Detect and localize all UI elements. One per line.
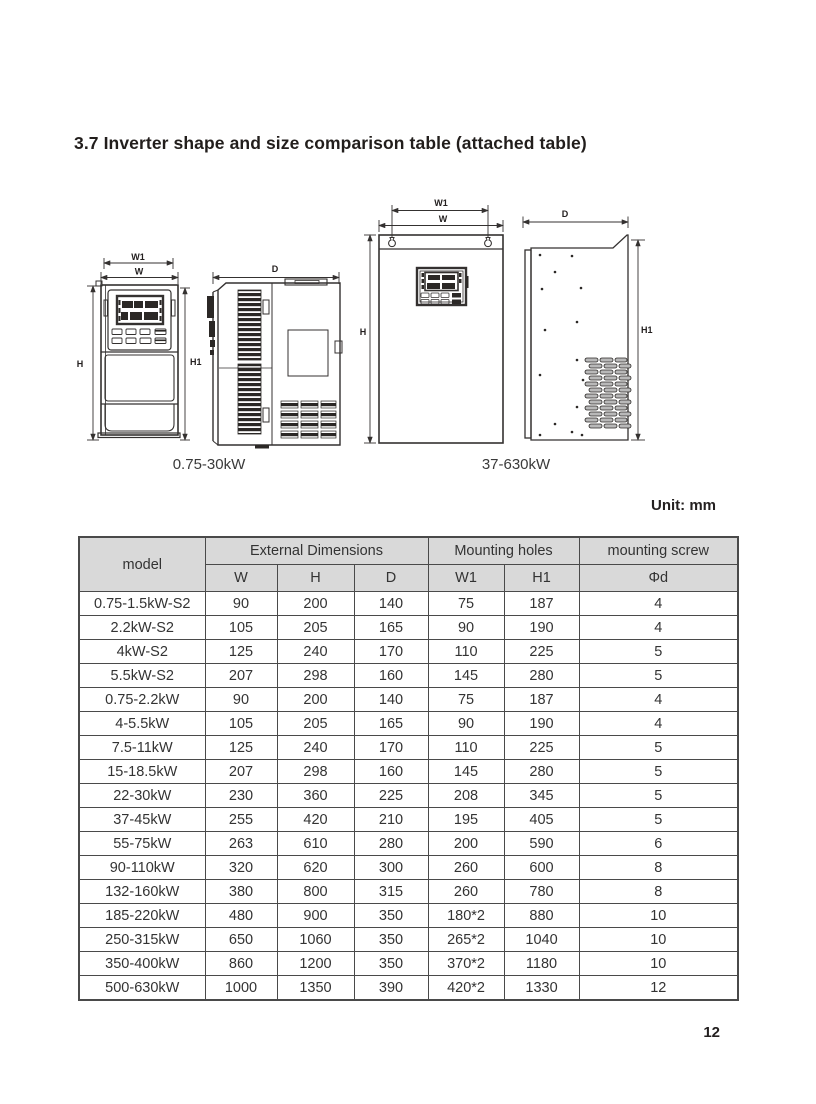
value-cell: 320 [205,856,277,880]
value-cell: 140 [354,592,428,616]
value-cell: 620 [277,856,354,880]
model-cell: 2.2kW-S2 [79,616,205,640]
dim-label-w: W [134,266,144,277]
dim-label-d: D [561,209,569,219]
table-header [79,537,738,592]
table-row [79,784,738,808]
dim-label-h: H [76,359,84,369]
value-cell: 263 [205,832,277,856]
value-cell: 225 [354,784,428,808]
value-cell: 5 [579,784,738,808]
value-cell: 1350 [277,976,354,1001]
value-cell: 280 [504,760,579,784]
value-cell: 5 [579,736,738,760]
value-cell: 610 [277,832,354,856]
model-cell: 4kW-S2 [79,640,205,664]
value-cell: 350 [354,928,428,952]
value-cell: 105 [205,712,277,736]
value-cell: 10 [579,928,738,952]
dim-label-d: D [271,264,279,274]
value-cell: 1040 [504,928,579,952]
value-cell: 140 [354,688,428,712]
value-cell: 880 [504,904,579,928]
header-w1: W1 [428,565,504,592]
value-cell: 255 [205,808,277,832]
large-inverter-caption: 37-630kW [481,456,551,473]
value-cell: 165 [354,712,428,736]
table-row [79,760,738,784]
table-row [79,592,738,616]
model-cell: 7.5-11kW [79,736,205,760]
model-cell: 0.75-1.5kW-S2 [79,592,205,616]
value-cell: 5 [579,760,738,784]
header-mounting-screw: mounting screw [579,537,738,565]
dimension-table [78,536,739,1001]
header-external-dimensions: External Dimensions [205,537,428,565]
value-cell: 8 [579,856,738,880]
value-cell: 170 [354,736,428,760]
value-cell: 300 [354,856,428,880]
table-row [79,976,738,1001]
dim-label-h1: H1 [190,357,202,367]
value-cell: 900 [277,904,354,928]
model-cell: 55-75kW [79,832,205,856]
value-cell: 5 [579,664,738,688]
value-cell: 200 [277,592,354,616]
model-cell: 37-45kW [79,808,205,832]
value-cell: 10 [579,952,738,976]
value-cell: 4 [579,688,738,712]
model-cell: 22-30kW [79,784,205,808]
model-cell: 90-110kW [79,856,205,880]
value-cell: 360 [277,784,354,808]
value-cell: 1000 [205,976,277,1001]
value-cell: 230 [205,784,277,808]
value-cell: 240 [277,736,354,760]
small-inverter-caption: 0.75-30kW [172,456,246,473]
value-cell: 1200 [277,952,354,976]
dim-label-h: H [359,327,367,337]
value-cell: 110 [428,640,504,664]
value-cell: 8 [579,880,738,904]
large-inverter-front-drawing [356,192,508,450]
value-cell: 160 [354,760,428,784]
size-table-body [79,592,738,1001]
value-cell: 75 [428,688,504,712]
table-row [79,664,738,688]
value-cell: 860 [205,952,277,976]
value-cell: 280 [354,832,428,856]
value-cell: 5 [579,808,738,832]
dim-label-h1: H1 [641,325,653,335]
model-cell: 4-5.5kW [79,712,205,736]
header-phi-d: Φd [579,565,738,592]
unit-label: Unit: mm [651,497,716,514]
value-cell: 208 [428,784,504,808]
value-cell: 90 [205,592,277,616]
value-cell: 370*2 [428,952,504,976]
value-cell: 350 [354,904,428,928]
value-cell: 210 [354,808,428,832]
value-cell: 1060 [277,928,354,952]
value-cell: 405 [504,808,579,832]
table-row [79,952,738,976]
table-row [79,928,738,952]
value-cell: 4 [579,712,738,736]
value-cell: 260 [428,880,504,904]
table-row [79,832,738,856]
value-cell: 180*2 [428,904,504,928]
value-cell: 90 [428,616,504,640]
value-cell: 1180 [504,952,579,976]
value-cell: 350 [354,952,428,976]
value-cell: 187 [504,688,579,712]
table-row [79,736,738,760]
header-mounting-holes: Mounting holes [428,537,579,565]
value-cell: 420 [277,808,354,832]
header-h1: H1 [504,565,579,592]
value-cell: 280 [504,664,579,688]
model-cell: 15-18.5kW [79,760,205,784]
small-inverter-side-drawing [205,248,347,450]
dim-label-w1: W1 [131,252,145,262]
value-cell: 207 [205,664,277,688]
table-row [79,856,738,880]
value-cell: 200 [428,832,504,856]
value-cell: 145 [428,664,504,688]
header-d: D [354,565,428,592]
header-w: W [205,565,277,592]
value-cell: 590 [504,832,579,856]
value-cell: 165 [354,616,428,640]
value-cell: 315 [354,880,428,904]
value-cell: 420*2 [428,976,504,1001]
value-cell: 110 [428,736,504,760]
value-cell: 260 [428,856,504,880]
dim-label-w: W [438,214,448,224]
large-inverter-side-drawing [515,202,657,447]
value-cell: 600 [504,856,579,880]
value-cell: 265*2 [428,928,504,952]
value-cell: 145 [428,760,504,784]
value-cell: 207 [205,760,277,784]
model-cell: 500-630kW [79,976,205,1001]
model-cell: 5.5kW-S2 [79,664,205,688]
table-row [79,904,738,928]
value-cell: 298 [277,760,354,784]
value-cell: 10 [579,904,738,928]
table-row [79,640,738,664]
value-cell: 780 [504,880,579,904]
value-cell: 105 [205,616,277,640]
model-cell: 0.75-2.2kW [79,688,205,712]
model-cell: 185-220kW [79,904,205,928]
header-model: model [79,537,205,592]
value-cell: 1330 [504,976,579,1001]
value-cell: 205 [277,616,354,640]
value-cell: 4 [579,592,738,616]
value-cell: 4 [579,616,738,640]
value-cell: 170 [354,640,428,664]
value-cell: 200 [277,688,354,712]
value-cell: 75 [428,592,504,616]
value-cell: 390 [354,976,428,1001]
value-cell: 6 [579,832,738,856]
model-cell: 132-160kW [79,880,205,904]
value-cell: 90 [428,712,504,736]
value-cell: 195 [428,808,504,832]
value-cell: 190 [504,712,579,736]
page-title: 3.7 Inverter shape and size comparison table (attached table) [74,133,587,153]
value-cell: 205 [277,712,354,736]
value-cell: 225 [504,736,579,760]
table-row [79,688,738,712]
value-cell: 240 [277,640,354,664]
value-cell: 125 [205,640,277,664]
value-cell: 650 [205,928,277,952]
value-cell: 187 [504,592,579,616]
value-cell: 125 [205,736,277,760]
value-cell: 190 [504,616,579,640]
value-cell: 800 [277,880,354,904]
model-cell: 250-315kW [79,928,205,952]
value-cell: 90 [205,688,277,712]
value-cell: 298 [277,664,354,688]
model-cell: 350-400kW [79,952,205,976]
table-row [79,880,738,904]
table-row [79,616,738,640]
value-cell: 5 [579,640,738,664]
value-cell: 345 [504,784,579,808]
table-row [79,808,738,832]
value-cell: 12 [579,976,738,1001]
table-row [79,712,738,736]
value-cell: 480 [205,904,277,928]
dim-label-w1: W1 [434,198,448,208]
page-number: 12 [703,1024,720,1041]
value-cell: 160 [354,664,428,688]
small-inverter-front-drawing [74,248,204,450]
value-cell: 380 [205,880,277,904]
header-h: H [277,565,354,592]
value-cell: 225 [504,640,579,664]
